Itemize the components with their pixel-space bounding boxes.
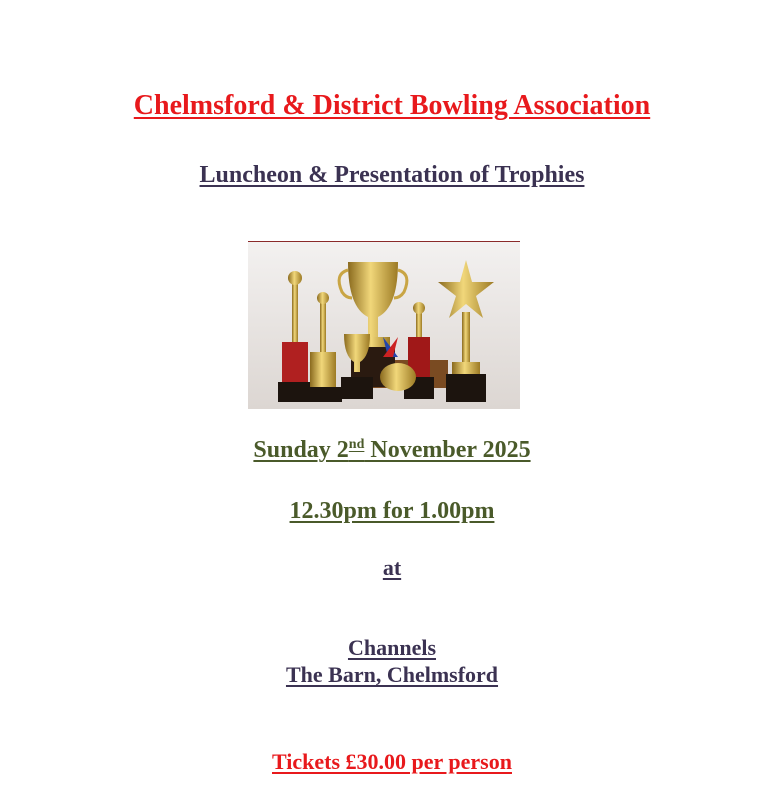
trophy-icon — [248, 242, 520, 409]
event-subtitle: Luncheon & Presentation of Trophies — [199, 162, 585, 188]
event-date: Sunday 2nd November 2025 — [253, 437, 531, 463]
venue-location: The Barn, Chelmsford — [285, 662, 499, 687]
trophies-image — [248, 241, 520, 409]
venue-name: Channels — [347, 635, 437, 660]
event-time: 12.30pm for 1.00pm — [289, 498, 495, 524]
ticket-price: Tickets £30.00 per person — [272, 749, 512, 774]
page-title: Chelmsford & District Bowling Association — [133, 90, 651, 121]
at-label: at — [382, 555, 402, 580]
